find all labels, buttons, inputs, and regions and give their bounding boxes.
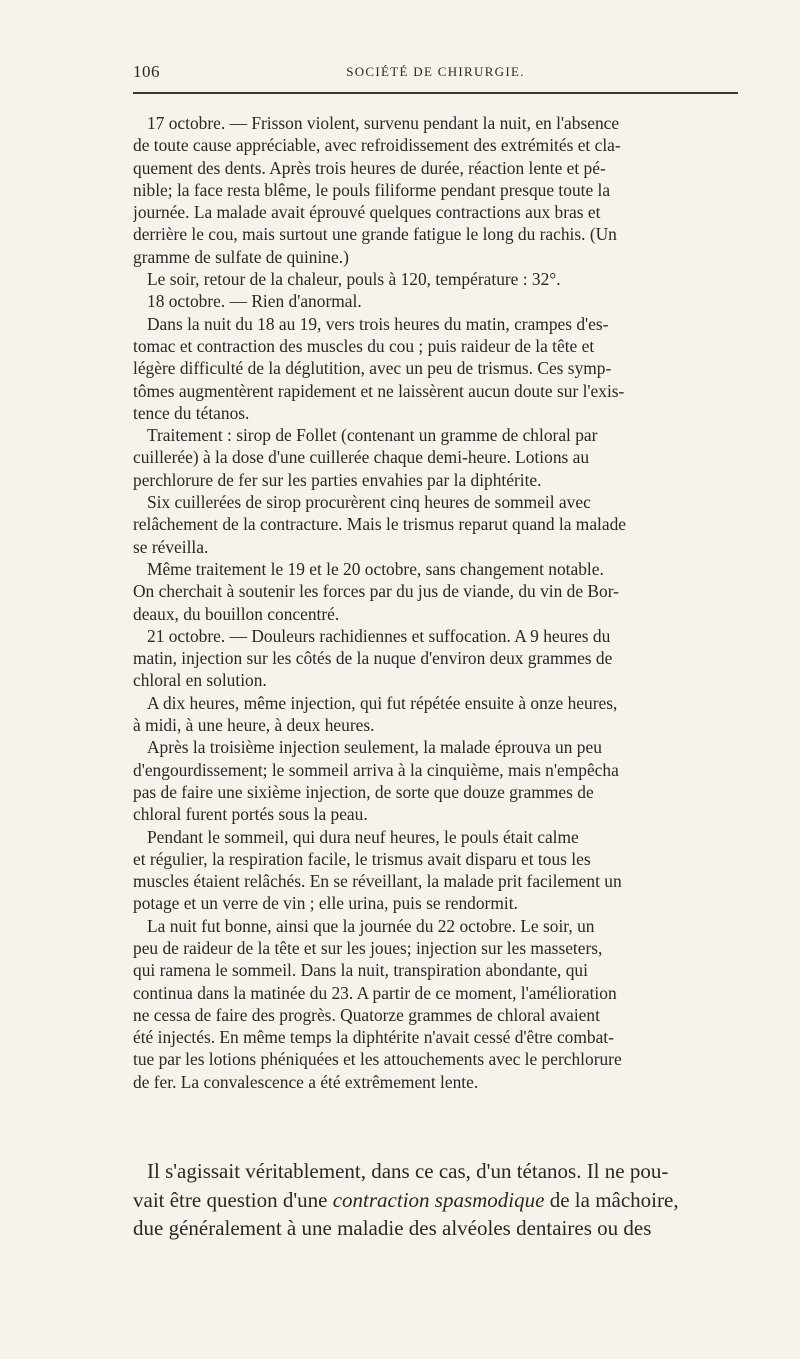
text-line: continua dans la matinée du 23. A partir de ce moment, l'amélioration: [133, 982, 617, 1003]
text-line: légère difficulté de la déglutition, avec un peu de trismus. Ces symp-: [133, 358, 612, 379]
text-line: potage et un verre de vin ; elle urina, puis se rendormit.: [133, 893, 518, 914]
text-line: muscles étaient relâchés. En se réveillant, la malade prit facilement un: [133, 871, 622, 892]
text-line: Six cuillerées de sirop procurèrent cinq heures de sommeil avec: [147, 492, 591, 513]
header-rule: [133, 92, 738, 94]
text-line: de toute cause appréciable, avec refroidissement des extrémités et cla-: [133, 135, 621, 156]
text-line: d'engourdissement; le sommeil arriva à la cinquième, mais n'empêcha: [133, 759, 619, 780]
text-line: chloral furent portés sous la peau.: [133, 804, 368, 825]
commentary-line: due généralement à une maladie des alvéoles dentaires ou des: [133, 1216, 652, 1240]
text-line: journée. La malade avait éprouvé quelques contractions aux bras et: [133, 202, 601, 223]
text-line: Le soir, retour de la chaleur, pouls à 120, température : 32°.: [147, 269, 561, 290]
text-line: chloral en solution.: [133, 670, 267, 691]
text-line: de fer. La convalescence a été extrêmement lente.: [133, 1071, 479, 1092]
text-line: et régulier, la respiration facile, le trismus avait disparu et tous les: [133, 848, 591, 869]
text-line: Pendant le sommeil, qui dura neuf heures, le pouls était calme: [147, 826, 579, 847]
text-line: tômes augmentèrent rapidement et ne laissèrent aucun doute sur l'exis-: [133, 380, 625, 401]
text-line: peu de raideur de la tête et sur les joues; injection sur les masseters,: [133, 937, 603, 958]
text-line: 21 octobre. — Douleurs rachidiennes et suffocation. A 9 heures du: [147, 625, 611, 646]
commentary-line: Il s'agissait véritablement, dans ce cas, d'un tétanos. Il ne pou-: [147, 1159, 669, 1183]
text-line: perchlorure de fer sur les parties envahies par la diphtérite.: [133, 469, 542, 490]
text-line: tue par les lotions phéniquées et les attouchements avec le perchlorure: [133, 1049, 622, 1070]
commentary-text: de la mâchoire,: [544, 1187, 679, 1212]
text-line: Même traitement le 19 et le 20 octobre, sans changement notable.: [147, 558, 604, 579]
text-line: derrière le cou, mais surtout une grande fatigue le long du rachis. (Un: [133, 224, 617, 245]
text-line: à midi, à une heure, à deux heures.: [133, 715, 375, 736]
text-line: été injectés. En même temps la diphtérite n'avait cessé d'être combat-: [133, 1027, 614, 1048]
commentary-paragraph: [133, 1157, 753, 1243]
text-line: deaux, du bouillon concentré.: [133, 603, 340, 624]
running-head: [133, 62, 738, 84]
text-line: ne cessa de faire des progrès. Quatorze grammes de chloral avaient: [133, 1004, 600, 1025]
text-line: quement des dents. Après trois heures de durée, réaction lente et pé-: [133, 157, 606, 178]
text-line: matin, injection sur les côtés de la nuque d'environ deux grammes de: [133, 648, 613, 669]
text-line: gramme de sulfate de quinine.): [133, 246, 349, 267]
text-line: Après la troisième injection seulement, la malade éprouva un peu: [147, 737, 602, 758]
running-title: SOCIÉTÉ DE CHIRURGIE.: [346, 64, 525, 79]
text-line: On cherchait à soutenir les forces par du jus de viande, du vin de Bor-: [133, 581, 619, 602]
text-line: Dans la nuit du 18 au 19, vers trois heures du matin, crampes d'es-: [147, 313, 609, 334]
text-line: qui ramena le sommeil. Dans la nuit, transpiration abondante, qui: [133, 960, 588, 981]
text-line: 18 octobre. — Rien d'anormal.: [147, 291, 362, 312]
text-line: Traitement : sirop de Follet (contenant un gramme de chloral par: [147, 425, 598, 446]
text-line: cuillerée) à la dose d'une cuillerée chaque demi-heure. Lotions au: [133, 447, 590, 468]
case-notes-text: [133, 112, 753, 1093]
commentary-text: vait être question d'une: [133, 1187, 333, 1212]
text-line: tomac et contraction des muscles du cou ; puis raideur de la tête et: [133, 335, 595, 356]
text-line: relâchement de la contracture. Mais le trismus reparut quand la malade: [133, 514, 627, 535]
text-line: 17 octobre. — Frisson violent, survenu pendant la nuit, en l'absence: [147, 113, 620, 133]
text-line: La nuit fut bonne, ainsi que la journée du 22 octobre. Le soir, un: [147, 915, 595, 936]
page-number: 106: [133, 62, 160, 81]
text-line: pas de faire une sixième injection, de sorte que douze grammes de: [133, 781, 594, 802]
italic-term: contraction spasmodique: [332, 1187, 545, 1212]
commentary-line: [133, 1186, 753, 1215]
text-line: nible; la face resta blême, le pouls filiforme pendant presque toute la: [133, 179, 611, 200]
text-line: se réveilla.: [133, 536, 209, 557]
text-line: tence du tétanos.: [133, 402, 250, 423]
text-line: A dix heures, même injection, qui fut répétée ensuite à onze heures,: [147, 692, 618, 713]
